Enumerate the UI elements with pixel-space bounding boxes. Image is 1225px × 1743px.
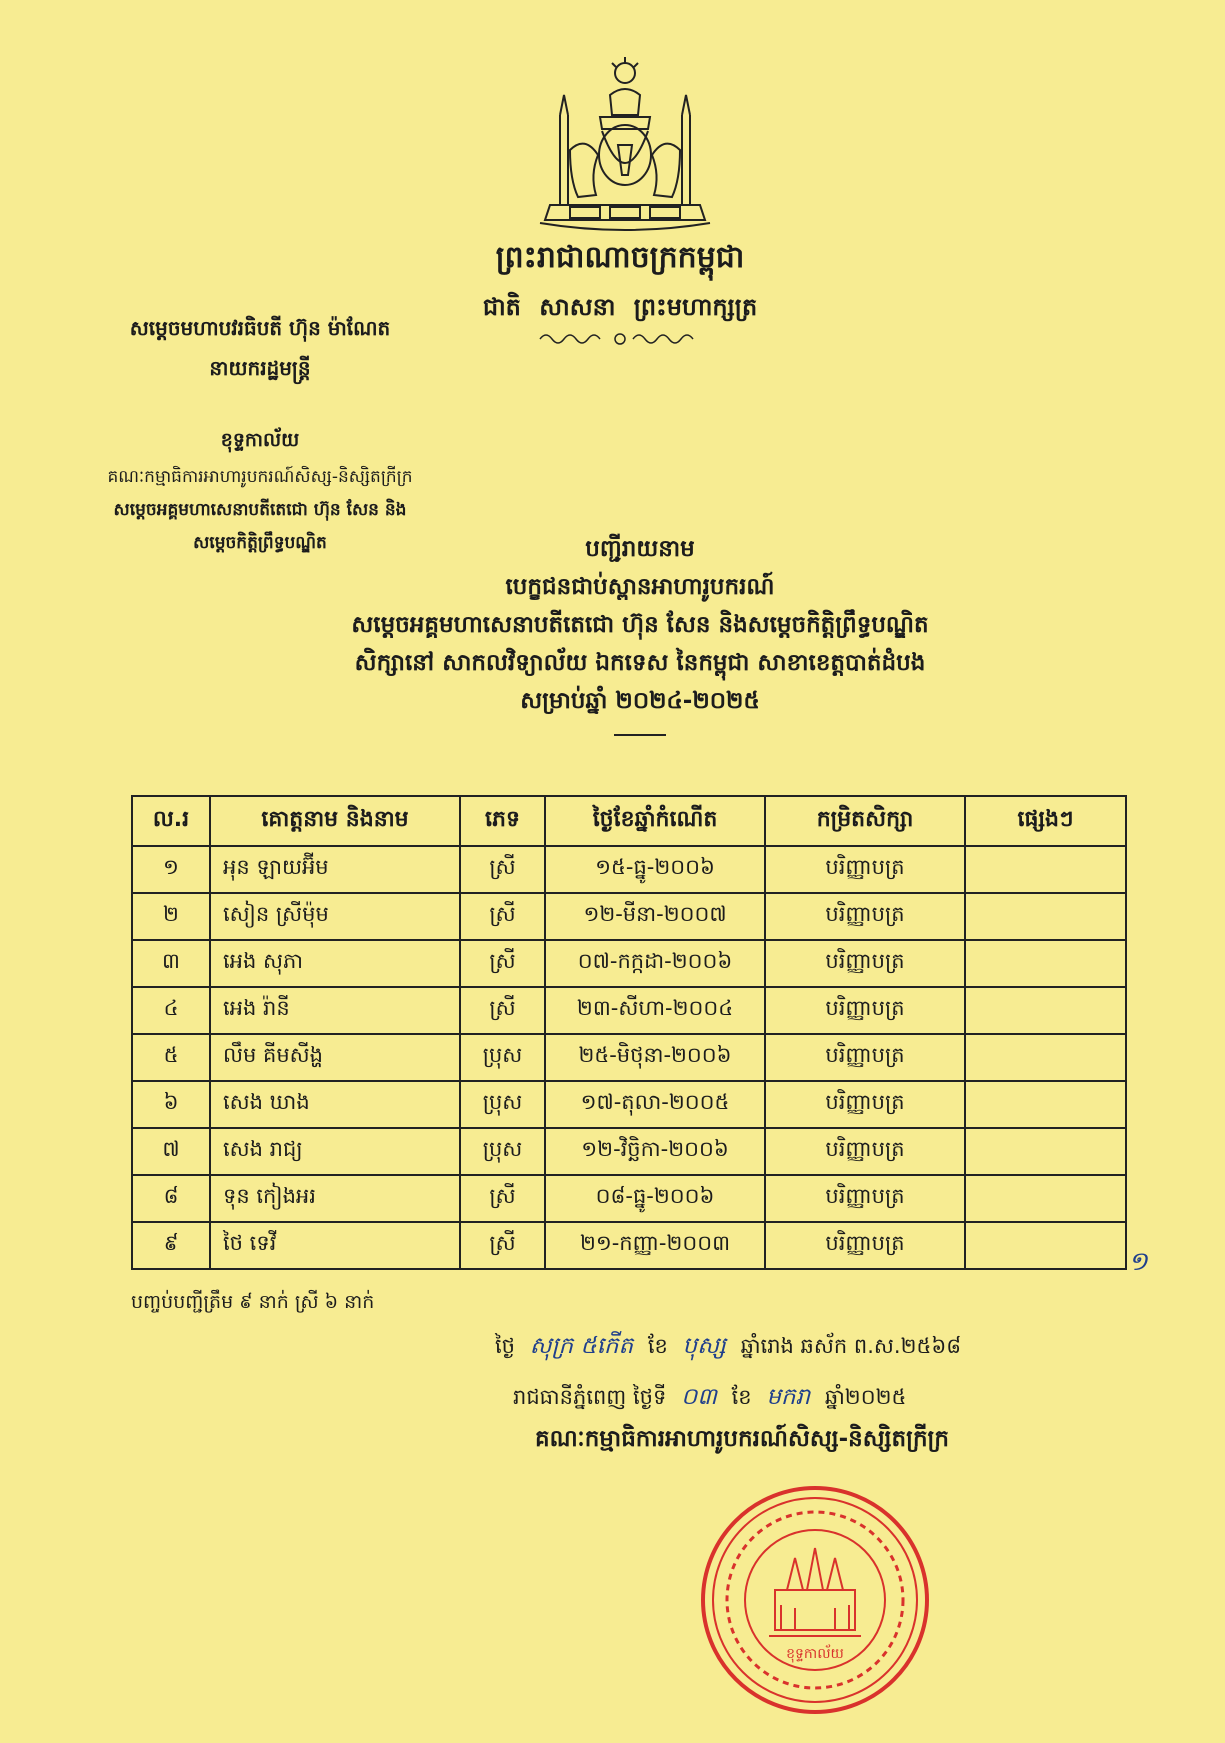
- cell-no: ៧: [132, 1128, 210, 1175]
- cabinet-office: ខុទ្ទកាល័យ: [220, 429, 300, 451]
- title-line-3: សម្តេចអគ្គមហាសេនាបតីតេជោ ហ៊ុន សែន និងសម្តេចកិត្តិព្រឹទ្ធបណ្ឌិត: [351, 612, 929, 638]
- cell-no: ២: [132, 893, 210, 940]
- handwritten-month: បុស្ស: [682, 1333, 726, 1359]
- cell-birthdate: ១៧-តុលា-២០០៥: [545, 1081, 765, 1128]
- cell-no: ៣: [132, 940, 210, 987]
- header-no: ល.រ: [132, 796, 210, 846]
- lunar-date-line: [495, 1332, 961, 1365]
- handwritten-day-number: ០៣: [681, 1384, 717, 1410]
- candidate-table: [131, 795, 1127, 1270]
- signing-committee: គណៈកម្មាធិការអាហារូបករណ៍សិស្ស-និស្សិតក្រីក្រ: [535, 1426, 950, 1452]
- cell-level: បរិញ្ញាបត្រ: [765, 1128, 965, 1175]
- cell-other: [965, 846, 1126, 893]
- title-divider: [614, 734, 666, 736]
- cell-other: [965, 1175, 1126, 1222]
- table-row: [132, 1081, 1126, 1128]
- cell-level: បរិញ្ញាបត្រ: [765, 940, 965, 987]
- cell-other: [965, 1128, 1126, 1175]
- cell-no: ៩: [132, 1222, 210, 1269]
- cell-other: [965, 893, 1126, 940]
- cell-name: អេង រ៉ានី: [210, 987, 460, 1034]
- cell-name: អេង សុភា: [210, 940, 460, 987]
- table-row: [132, 1222, 1126, 1269]
- table-row: [132, 1128, 1126, 1175]
- cell-no: ៨: [132, 1175, 210, 1222]
- cell-sex: ស្រី: [460, 846, 545, 893]
- cell-other: [965, 1034, 1126, 1081]
- prime-minister-title: សម្តេចមហាបវរធិបតី ហ៊ុន ម៉ាណែត: [129, 316, 391, 340]
- table-row: [132, 940, 1126, 987]
- cell-sex: ស្រី: [460, 1175, 545, 1222]
- handwritten-month2: មករា: [766, 1384, 811, 1410]
- cell-name: អុន ឡាយអ៊ីម: [210, 846, 460, 893]
- ornament-divider-icon: [535, 331, 705, 347]
- cell-level: បរិញ្ញាបត្រ: [765, 1081, 965, 1128]
- table-row: [132, 1034, 1126, 1081]
- cell-no: ១: [132, 846, 210, 893]
- cell-birthdate: ១២-មីនា-២០០៧: [545, 893, 765, 940]
- prime-minister-position: នាយករដ្ឋមន្ត្រី: [209, 356, 311, 380]
- cell-name: សេង រាជ្យ: [210, 1128, 460, 1175]
- month2-label: ខែ: [731, 1385, 752, 1409]
- cell-name: ថៃ ទេវី: [210, 1222, 460, 1269]
- kingdom-header: [420, 238, 820, 347]
- table-row: [132, 846, 1126, 893]
- place-label: រាជធានីភ្នំពេញ ថ្ងៃទី: [513, 1385, 667, 1409]
- header-name: គោត្តនាម និងនាម: [210, 796, 460, 846]
- cell-other: [965, 940, 1126, 987]
- header-sex: ភេទ: [460, 796, 545, 846]
- cell-sex: ស្រី: [460, 1222, 545, 1269]
- official-seal-stamp: [695, 1480, 935, 1720]
- cell-no: ៦: [132, 1081, 210, 1128]
- cell-sex: ស្រី: [460, 987, 545, 1034]
- table-row: [132, 1175, 1126, 1222]
- cell-sex: ប្រុស: [460, 1081, 545, 1128]
- authority-header: [60, 315, 460, 385]
- cell-level: បរិញ្ញាបត្រ: [765, 846, 965, 893]
- cell-birthdate: ០៧-កក្កដា-២០០៦: [545, 940, 765, 987]
- header-other: ផ្សេងៗ: [965, 796, 1126, 846]
- kingdom-name: ព្រះរាជាណាចក្រកម្ពុជា: [495, 240, 745, 275]
- cell-birthdate: ១២-វិច្ឆិកា-២០០៦: [545, 1128, 765, 1175]
- lunar-year: ឆ្នាំរោង ឆស័ក ព.ស.២៥៦៨: [740, 1334, 962, 1358]
- cell-sex: ប្រុស: [460, 1128, 545, 1175]
- title-line-2: បេក្ខជនជាប់ស្ពានអាហារូបករណ៍: [505, 574, 775, 600]
- table-row: [132, 987, 1126, 1034]
- document-title: [160, 530, 1120, 736]
- cell-birthdate: ២១-កញ្ញា-២០០៣: [545, 1222, 765, 1269]
- cell-no: ៥: [132, 1034, 210, 1081]
- cell-birthdate: ២៥-មិថុនា-២០០៦: [545, 1034, 765, 1081]
- title-line-1: បញ្ជីរាយនាម: [585, 536, 695, 562]
- table-row: [132, 893, 1126, 940]
- cell-other: [965, 1222, 1126, 1269]
- month-label: ខែ: [647, 1334, 668, 1358]
- cell-birthdate: ១៥-ធ្នូ-២០០៦: [545, 846, 765, 893]
- title-line-5: សម្រាប់ឆ្នាំ ២០២៤-២០២៥: [520, 688, 760, 714]
- seal-center-text: ខុទ្ទកាល័យ: [786, 1646, 844, 1662]
- cell-level: បរិញ្ញាបត្រ: [765, 893, 965, 940]
- day-label: ថ្ងៃ: [495, 1334, 515, 1358]
- cell-other: [965, 987, 1126, 1034]
- cell-name: សេង ឃាង: [210, 1081, 460, 1128]
- cell-other: [965, 1081, 1126, 1128]
- cell-no: ៤: [132, 987, 210, 1034]
- scholarship-committee: គណៈកម្មាធិការអាហារូបករណ៍សិស្ស-និស្សិតក្រីក្រ: [107, 467, 413, 487]
- margin-handwritten-mark: ១: [1128, 1247, 1148, 1277]
- table-header-row: [132, 796, 1126, 846]
- royal-coat-of-arms-emblem: [530, 55, 720, 235]
- cell-birthdate: ២៣-សីហា-២០០៤: [545, 987, 765, 1034]
- header-birthdate: ថ្ងៃខែឆ្នាំកំណើត: [545, 796, 765, 846]
- cell-level: បរិញ្ញាបត្រ: [765, 987, 965, 1034]
- cell-sex: ស្រី: [460, 893, 545, 940]
- list-summary: បញ្ចប់បញ្ជីត្រឹម ៩ នាក់ ស្រី ៦ នាក់: [131, 1291, 375, 1313]
- solar-year: ឆ្នាំ២០២៥: [824, 1385, 907, 1409]
- cell-birthdate: ០៨-ធ្នូ-២០០៦: [545, 1175, 765, 1222]
- title-line-4: សិក្សានៅ សាកលវិទ្យាល័យ ឯកទេស នៃកម្ពុជា សាខាខេត្តបាត់ដំបង: [354, 650, 926, 676]
- handwritten-day: សុក្រ ៥កើត: [529, 1333, 634, 1359]
- cell-level: បរិញ្ញាបត្រ: [765, 1175, 965, 1222]
- header-level: កម្រិតសិក្សា: [765, 796, 965, 846]
- cell-sex: ប្រុស: [460, 1034, 545, 1081]
- cell-name: ទុន កៀងអរ: [210, 1175, 460, 1222]
- patron-line-1: សម្តេចអគ្គមហាសេនាបតីតេជោ ហ៊ុន សែន និង: [113, 500, 407, 520]
- patron-line-2: សម្តេចកិត្តិព្រឹទ្ធបណ្ឌិត: [193, 533, 327, 553]
- cell-name: លឹម គីមសីង្ហ: [210, 1034, 460, 1081]
- cell-level: បរិញ្ញាបត្រ: [765, 1222, 965, 1269]
- national-motto: ជាតិ សាសនា ព្រះមហាក្សត្រ: [482, 293, 758, 321]
- cell-level: បរិញ្ញាបត្រ: [765, 1034, 965, 1081]
- cell-name: សៀន ស្រីម៉ុម: [210, 893, 460, 940]
- cell-sex: ស្រី: [460, 940, 545, 987]
- solar-date-line: [513, 1383, 906, 1416]
